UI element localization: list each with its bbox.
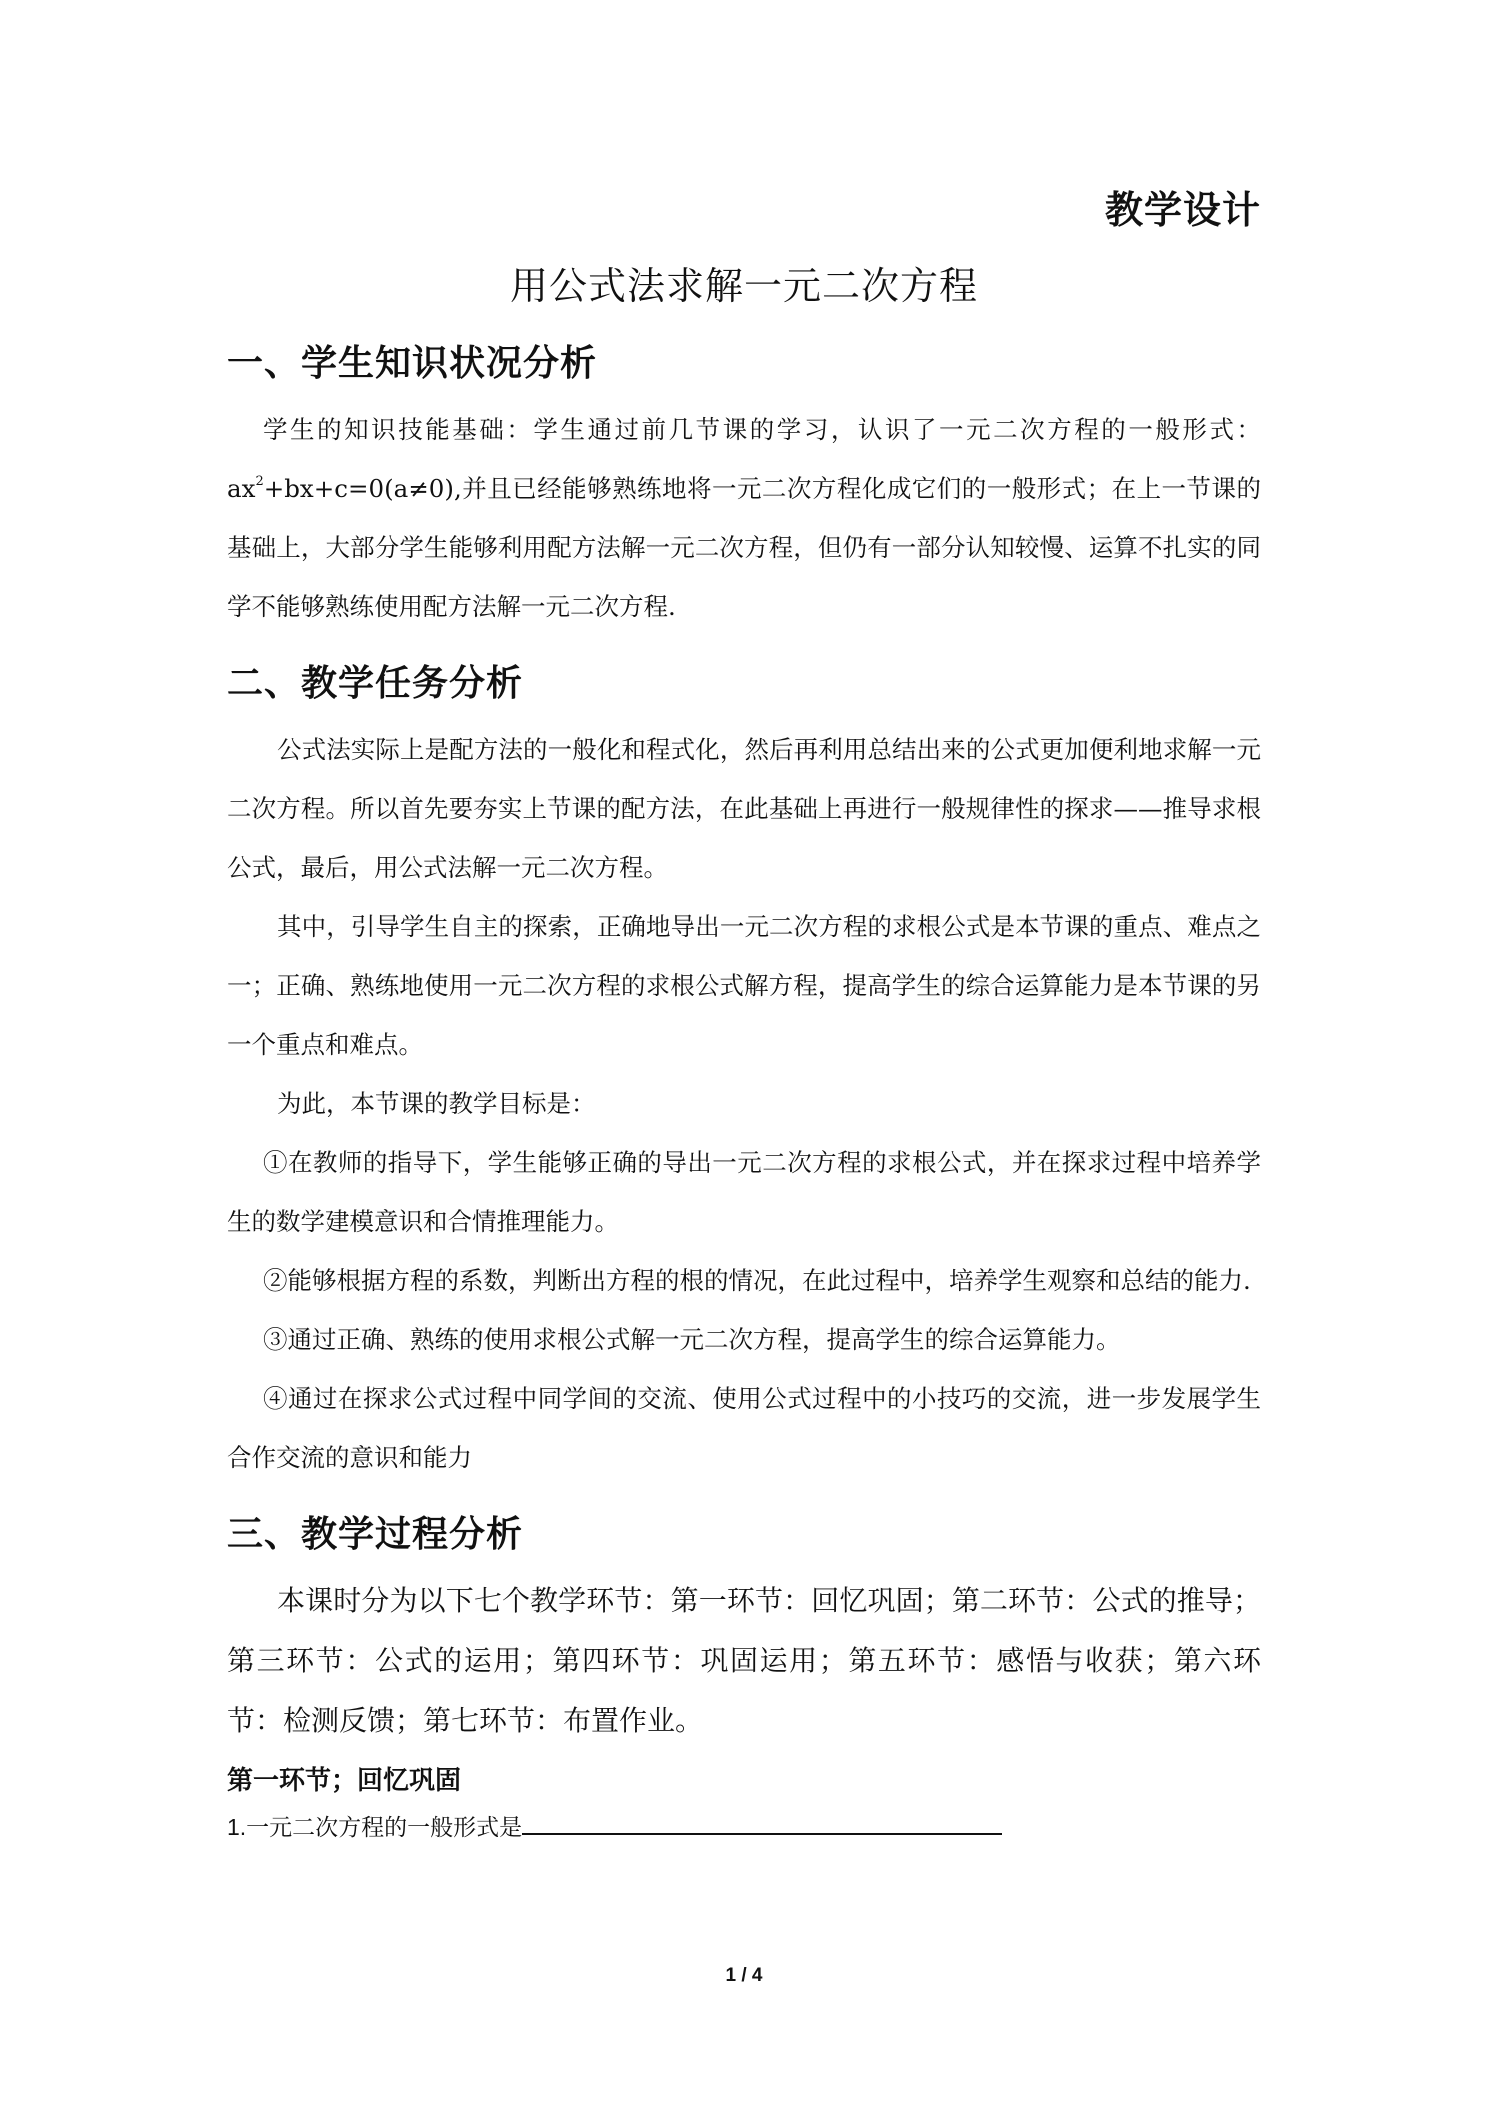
section-heading-student-analysis: 一、学生知识状况分析 [227,343,598,384]
answer-blank-line [522,1807,1002,1835]
question-text: 1.一元二次方程的一般形式是 [227,1814,523,1840]
objective-item-1: ①在教师的指导下，学生能够正确的导出一元二次方程的求根公式，并在探求过程中培养学生的数学建模意识和合情推理能力。 [227,1148,1261,1236]
general-form-formula [227,474,454,503]
section-heading-process-analysis: 三、教学过程分析 [227,1514,524,1555]
document-label: 教学设计 [1104,188,1261,232]
objective-item-3: ③通过正确、熟练的使用求根公式解一元二次方程，提高学生的综合运算能力。 [263,1325,1121,1354]
section-heading-task-analysis: 二、教学任务分析 [227,663,524,704]
objective-item-2: ②能够根据方程的系数，判断出方程的根的情况，在此过程中，培养学生观察和总结的能力. [263,1266,1251,1295]
paragraph-formula-method: 公式法实际上是配方法的一般化和程式化，然后再利用总结出来的公式更加便利地求解一元二次方程。所以首先要夯实上节课的配方法，在此基础上再进行一般规律性的探求——推导求根公式，最后，用公式法解一元二次方程。 [227,735,1261,882]
formula-exponent: 2 [255,474,264,489]
paragraph-seven-stages: 本课时分为以下七个教学环节：第一环节：回忆巩固；第二环节：公式的推导；第三环节：公式的运用；第四环节：巩固运用；第五环节：感悟与收获；第六环节：检测反馈；第七环节：布置作业。 [227,1584,1261,1737]
question-item-1 [227,1805,1261,1849]
sub-heading-stage-one: 第一环节；回忆巩固 [227,1766,462,1796]
document-content [227,180,1261,1849]
page-number: 1 / 4 [725,1965,763,1986]
paragraph-objectives-intro: 为此，本节课的教学目标是： [277,1089,596,1118]
paragraph-key-points: 其中，引导学生自主的探索，正确地导出一元二次方程的求根公式是本节课的重点、难点之一；正确、熟练地使用一元二次方程的求根公式解方程，提高学生的综合运算能力是本节课的另一个重点和难点。 [227,912,1261,1059]
paragraph-tail-text: ,并且已经能够熟练地将一元二次方程化成它们的一般形式；在上一节课的基础上，大部分学生能够利用配方法解一元二次方程，但仍有一部分认知较慢、运算不扎实的同学不能够熟练使用配方法解一元二次方程. [227,474,1261,621]
formula-rest: +bx+c=0(a≠0) [263,474,454,503]
paragraph-lead-text: 学生的知识技能基础：学生通过前几节课的学习，认识了一元二次方程的一般形式： [263,415,1261,444]
document-title: 用公式法求解一元二次方程 [509,264,978,308]
paragraph-knowledge-basis [227,400,1261,636]
formula-ax: ax [227,474,256,503]
objective-item-4: ④通过在探求公式过程中同学间的交流、使用公式过程中的小技巧的交流，进一步发展学生合作交流的意识和能力 [227,1384,1261,1472]
